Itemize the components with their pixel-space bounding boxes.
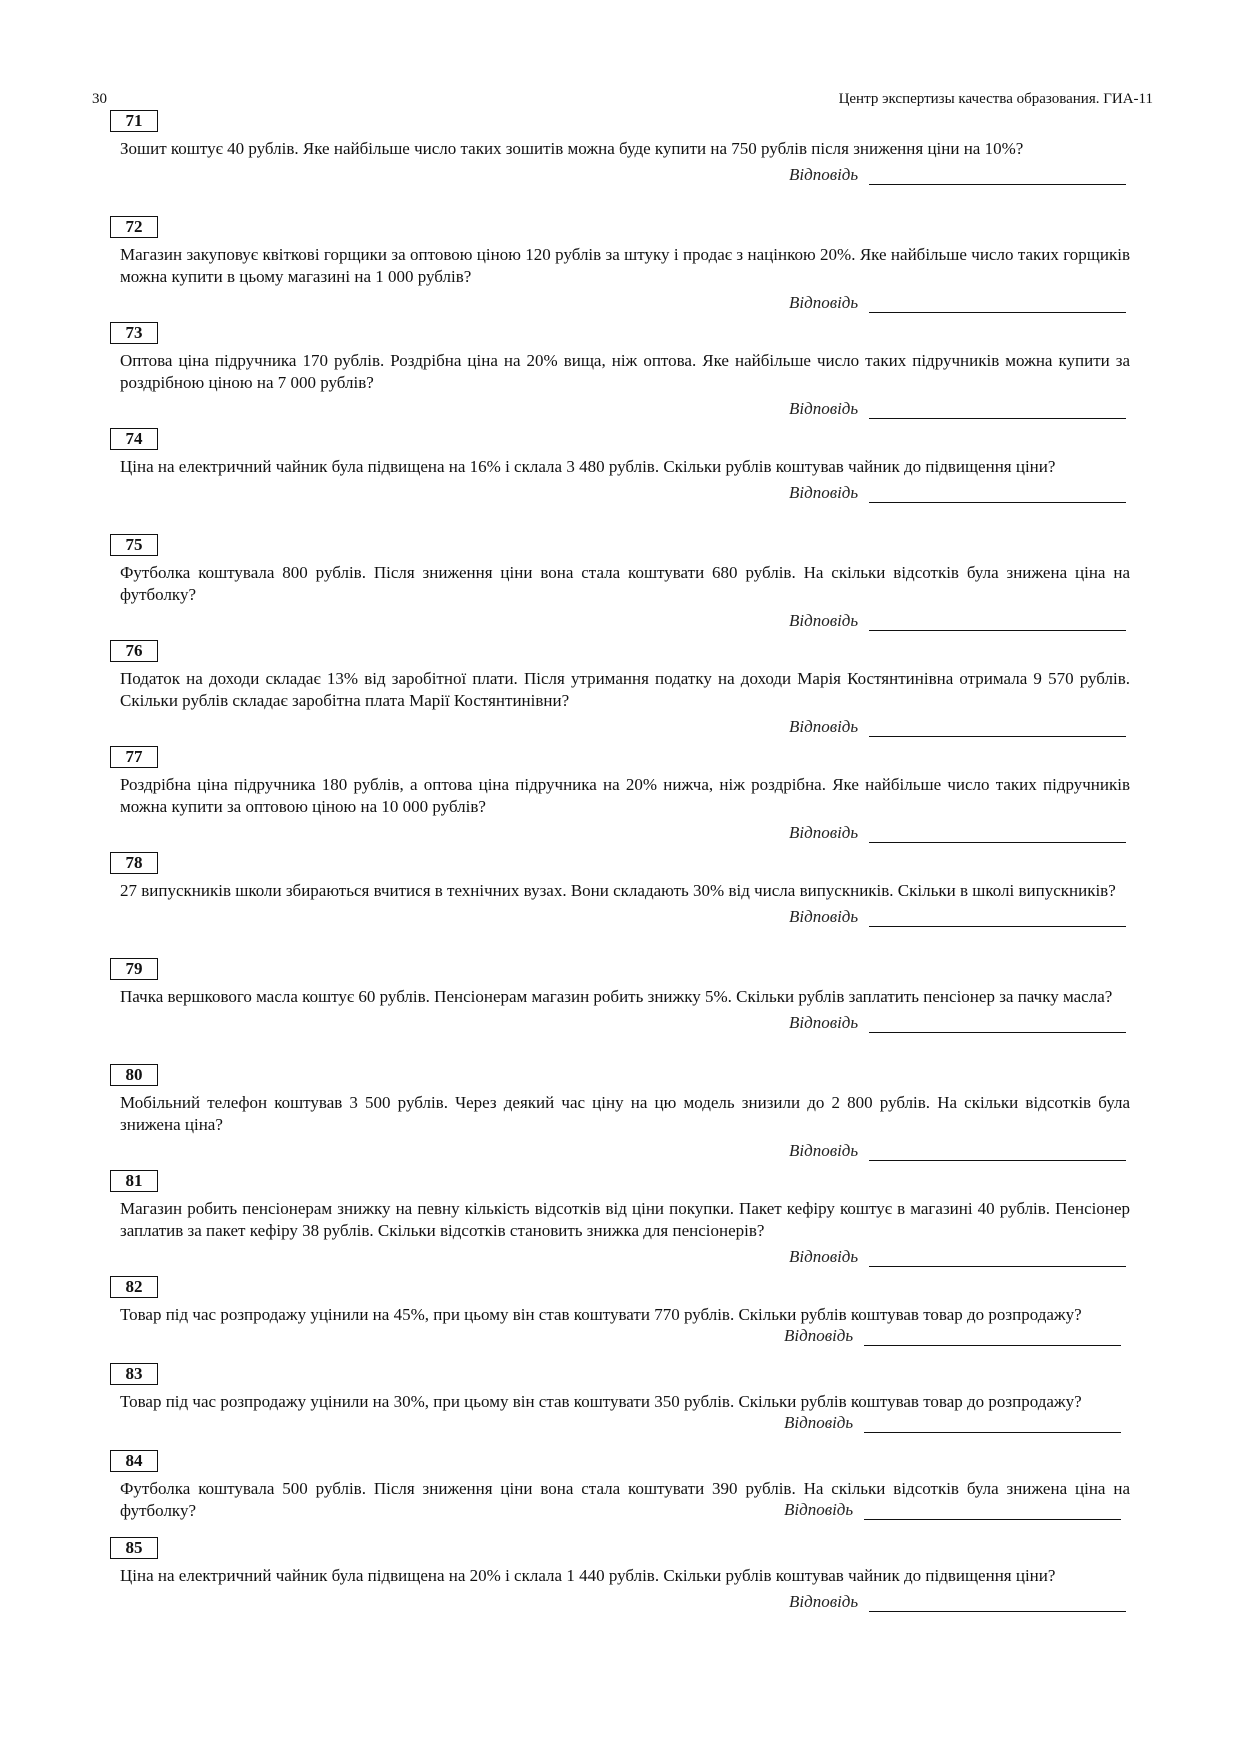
problem-text: Оптова ціна підручника 170 рублів. Роздрібна ціна на 20% вища, ніж оптова. Яке найбільше число таких підручників можна купити за роздрібною ціною на 7 000 рублів? — [120, 351, 1130, 392]
problem-number: 82 — [110, 1276, 158, 1298]
answer-line — [120, 1499, 1130, 1521]
answer-field[interactable] — [864, 1325, 1121, 1346]
problem-number: 73 — [110, 322, 158, 344]
answer-label: Відповідь — [789, 1592, 859, 1611]
answer-line — [120, 164, 1130, 186]
problem-83 — [120, 1363, 1130, 1450]
answer-line — [120, 1246, 1130, 1268]
problem-71 — [120, 110, 1130, 216]
problem-number: 78 — [110, 852, 158, 874]
problem-76 — [120, 640, 1130, 746]
answer-field[interactable] — [869, 1140, 1126, 1161]
answer-line — [120, 1412, 1130, 1434]
answer-line — [120, 716, 1130, 738]
problem-text: Зошит коштує 40 рублів. Яке найбільше число таких зошитів можна буде купити на 750 рублів після зниження ціни на 10%? — [120, 139, 1024, 158]
answer-line — [120, 1591, 1130, 1613]
answer-label: Відповідь — [789, 293, 859, 312]
problem-text: Ціна на електричний чайник була підвищена на 16% і склала 3 480 рублів. Скільки рублів коштував чайник до підвищення ціни? — [120, 457, 1056, 476]
answer-field[interactable] — [869, 906, 1126, 927]
problem-list — [120, 110, 1130, 1643]
problem-text: Товар під час розпродажу уцінили на 45%, при цьому він став коштувати 770 рублів. Скільки рублів коштував товар до розпродажу? — [120, 1305, 1082, 1324]
answer-line — [120, 398, 1130, 420]
answer-field[interactable] — [869, 822, 1126, 843]
problem-73 — [120, 322, 1130, 428]
answer-label: Відповідь — [789, 165, 859, 184]
answer-field[interactable] — [864, 1499, 1121, 1520]
problem-text: 27 випускників школи збираються вчитися в технічних вузах. Вони складають 30% від числа випускників. Скільки в школі випускників? — [120, 881, 1116, 900]
answer-field[interactable] — [869, 1012, 1126, 1033]
answer-label: Відповідь — [789, 907, 859, 926]
answer-field[interactable] — [869, 164, 1126, 185]
answer-field[interactable] — [869, 1246, 1126, 1267]
problem-text: Товар під час розпродажу уцінили на 30%, при цьому він став коштувати 350 рублів. Скільки рублів коштував товар до розпродажу? — [120, 1392, 1082, 1411]
problem-number: 85 — [110, 1537, 158, 1559]
problem-number: 80 — [110, 1064, 158, 1086]
problem-84 — [120, 1450, 1130, 1537]
answer-label: Відповідь — [784, 1500, 854, 1519]
answer-label: Відповідь — [789, 483, 859, 502]
answer-label: Відповідь — [789, 1013, 859, 1032]
problem-75 — [120, 534, 1130, 640]
answer-field[interactable] — [869, 482, 1126, 503]
problem-number: 77 — [110, 746, 158, 768]
problem-number: 84 — [110, 1450, 158, 1472]
answer-line — [120, 1325, 1130, 1347]
problem-number: 71 — [110, 110, 158, 132]
answer-line — [120, 1012, 1130, 1034]
answer-line — [120, 482, 1130, 504]
answer-label: Відповідь — [789, 611, 859, 630]
answer-line — [120, 1140, 1130, 1162]
problem-77 — [120, 746, 1130, 852]
answer-line — [120, 822, 1130, 844]
problem-number: 76 — [110, 640, 158, 662]
problem-text: Мобільний телефон коштував 3 500 рублів. Через деякий час ціну на цю модель знизили до 2 800 рублів. На скільки відсотків була знижена ціна? — [120, 1093, 1130, 1134]
problem-85 — [120, 1537, 1130, 1643]
answer-line — [120, 610, 1130, 632]
answer-label: Відповідь — [784, 1326, 854, 1345]
problem-78 — [120, 852, 1130, 958]
problem-text: Магазин робить пенсіонерам знижку на певну кількість відсотків від ціни покупки. Пакет кефіру коштує в магазині 40 рублів. Пенсіонер заплатив за пакет кефіру 38 рублів. Скільки відсотків становить знижка для пенсіонерів? — [120, 1199, 1130, 1240]
answer-field[interactable] — [869, 716, 1126, 737]
problem-text: Пачка вершкового масла коштує 60 рублів. Пенсіонерам магазин робить знижку 5%. Скільки рублів заплатить пенсіонер за пачку масла? — [120, 987, 1113, 1006]
problem-80 — [120, 1064, 1130, 1170]
answer-line — [120, 906, 1130, 928]
problem-number: 83 — [110, 1363, 158, 1385]
answer-label: Відповідь — [789, 1141, 859, 1160]
answer-field[interactable] — [864, 1412, 1121, 1433]
problem-text: Магазин закуповує квіткові горщики за оптовою ціною 120 рублів за штуку і продає з націнкою 20%. Яке найбільше число таких горщиків можна купити в цьому магазині на 1 000 рублів? — [120, 245, 1130, 286]
answer-line — [120, 292, 1130, 314]
page-number: 30 — [92, 91, 107, 107]
problem-text: Футболка коштувала 500 рублів. Після зниження ціни вона стала коштувати 390 рублів. На скільки відсотків була знижена ціна на футболку? — [120, 1479, 1130, 1520]
page-header-title: Центр экспертизы качества образования. ГИА-11 — [838, 91, 1153, 107]
answer-label: Відповідь — [789, 399, 859, 418]
answer-label: Відповідь — [789, 1247, 859, 1266]
problem-text: Футболка коштувала 800 рублів. Після зниження ціни вона стала коштувати 680 рублів. На скільки відсотків була знижена ціна на футболку? — [120, 563, 1130, 604]
problem-72 — [120, 216, 1130, 322]
problem-number: 74 — [110, 428, 158, 450]
problem-text: Ціна на електричний чайник була підвищена на 20% і склала 1 440 рублів. Скільки рублів коштував чайник до підвищення ціни? — [120, 1566, 1056, 1585]
problem-text: Роздрібна ціна підручника 180 рублів, а оптова ціна підручника на 20% нижча, ніж роздрібна. Яке найбільше число таких підручників можна купити за оптовою ціною на 10 000 рублів? — [120, 775, 1130, 816]
answer-field[interactable] — [869, 292, 1126, 313]
problem-number: 75 — [110, 534, 158, 556]
problem-text: Податок на доходи складає 13% від заробітної плати. Після утримання податку на доходи Марія Костянтинівна отримала 9 570 рублів. Скільки рублів складає заробітна плата Марії Костянтинівни? — [120, 669, 1130, 710]
answer-label: Відповідь — [784, 1413, 854, 1432]
answer-label: Відповідь — [789, 717, 859, 736]
problem-74 — [120, 428, 1130, 534]
answer-field[interactable] — [869, 398, 1126, 419]
answer-field[interactable] — [869, 610, 1126, 631]
problem-79 — [120, 958, 1130, 1064]
answer-field[interactable] — [869, 1591, 1126, 1612]
problem-number: 81 — [110, 1170, 158, 1192]
problem-82 — [120, 1276, 1130, 1363]
problem-number: 79 — [110, 958, 158, 980]
problem-81 — [120, 1170, 1130, 1276]
answer-label: Відповідь — [789, 823, 859, 842]
problem-number: 72 — [110, 216, 158, 238]
